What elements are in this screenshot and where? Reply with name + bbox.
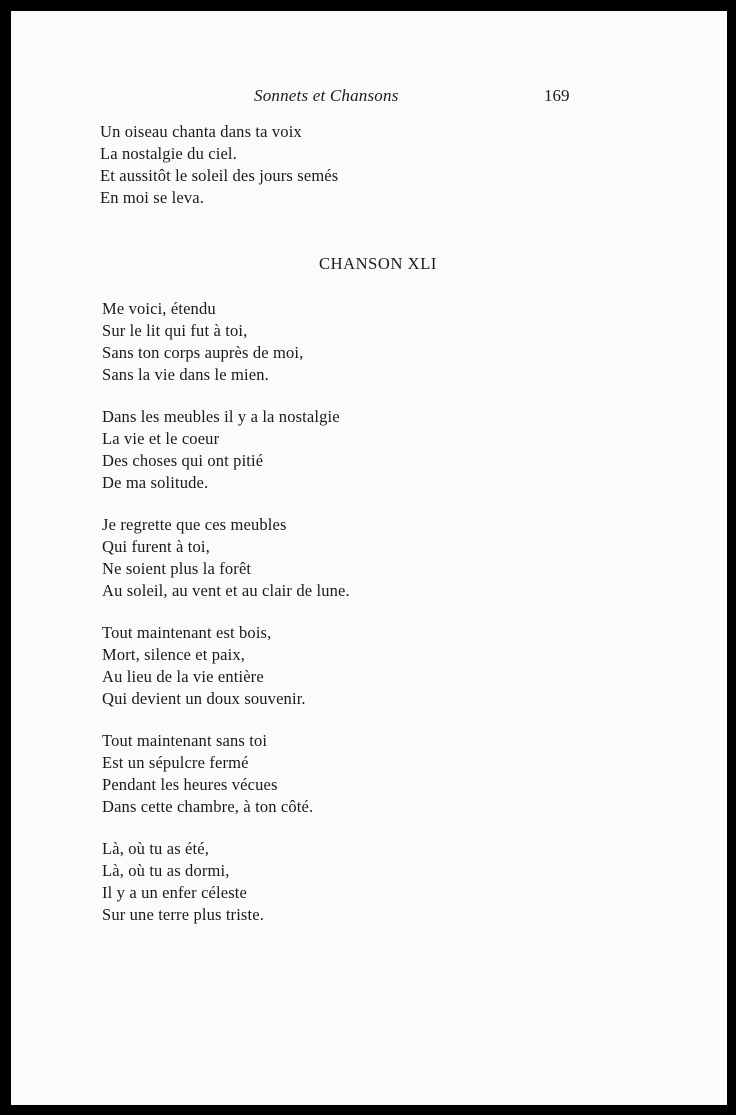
verse-line: Qui devient un doux souvenir. (102, 689, 306, 708)
stanza-1 (102, 298, 662, 386)
poem-body (102, 298, 662, 946)
verse-line: Sur une terre plus triste. (102, 905, 264, 924)
stanza (100, 121, 660, 209)
book-page (11, 11, 727, 1105)
verse-line: Et aussitôt le soleil des jours semés (100, 166, 339, 185)
stanza-6 (102, 838, 662, 926)
running-head (11, 86, 727, 110)
verse-line: Au lieu de la vie entière (102, 667, 264, 686)
verse-line: La vie et le coeur (102, 429, 220, 448)
stanza-2 (102, 406, 662, 494)
stanza-4 (102, 622, 662, 710)
verse-line: La nostalgie du ciel. (100, 144, 237, 163)
verse-line: Là, où tu as été, (102, 839, 210, 858)
verse-line: Des choses qui ont pitié (102, 451, 264, 470)
verse-line: Dans cette chambre, à ton côté. (102, 797, 314, 816)
verse-line: Me voici, étendu (102, 299, 216, 318)
previous-poem-ending (100, 121, 660, 209)
verse-line: Il y a un enfer céleste (102, 883, 247, 902)
verse-line: Qui furent à toi, (102, 537, 210, 556)
verse-line: Tout maintenant est bois, (102, 623, 272, 642)
verse-line: Pendant les heures vécues (102, 775, 278, 794)
verse-line: Mort, silence et paix, (102, 645, 246, 664)
verse-line: Tout maintenant sans toi (102, 731, 268, 750)
verse-line: Sans la vie dans le mien. (102, 365, 269, 384)
verse-line: Un oiseau chanta dans ta voix (100, 122, 302, 141)
verse-line: Là, où tu as dormi, (102, 861, 230, 880)
page-number: 169 (544, 86, 570, 105)
poem-title: CHANSON XLI (319, 254, 437, 273)
verse-line: Sur le lit qui fut à toi, (102, 321, 248, 340)
verse-line: Je regrette que ces meubles (102, 515, 287, 534)
verse-line: Ne soient plus la forêt (102, 559, 252, 578)
verse-line: Est un sépulcre fermé (102, 753, 249, 772)
running-title: Sonnets et Chansons (254, 86, 399, 105)
stanza-5 (102, 730, 662, 818)
verse-line: Au soleil, au vent et au clair de lune. (102, 581, 350, 600)
verse-line: Dans les meubles il y a la nostalgie (102, 407, 340, 426)
verse-line: Sans ton corps auprès de moi, (102, 343, 304, 362)
verse-line: En moi se leva. (100, 188, 204, 207)
stanza-3 (102, 514, 662, 602)
verse-line: De ma solitude. (102, 473, 209, 492)
